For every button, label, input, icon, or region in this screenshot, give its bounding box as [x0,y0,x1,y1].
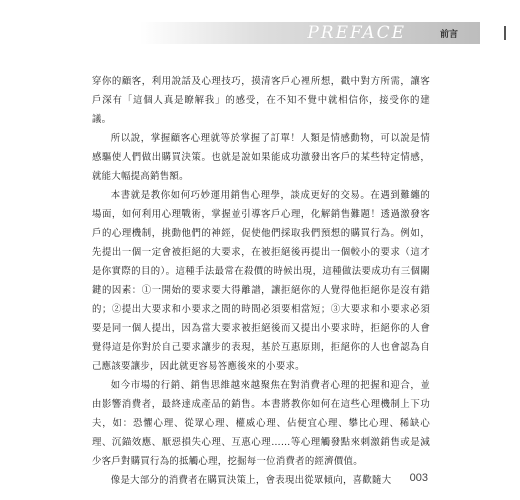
paragraph: 如今市場的行銷、銷售思維越來越聚焦在對消費者心理的把握和迎合，並由影響消費者，最終達成產品的銷售。本書將教你如何在這些心理機制上下功夫，如：恐懼心理、從眾心理、權威心理、佔便宜心理、攀比心理、稀缺心理、沉錨效應、厭惡損失心理、互惠心理……等心理觸發點來刺激銷售或是減少客戶對購買行為的抵觸心理，挖掘每一位消費者的經濟價值。 [92,380,430,467]
body-text [92,72,430,490]
preface-watermark: PREFACE [307,23,406,43]
running-header [140,22,480,44]
paragraph: 本書就是教你如何巧妙運用銷售心理學，談成更好的交易。在遇到難纏的場面，如何利用心理戰術，掌握並引導客戶心理，化解銷售難題！透過激發客戶的心理機制，挑動他們的神經，促使他們採取我們預想的購買行為。例如，先提出一個一定會被拒絕的大要求，在被拒絕後再提出一個較小的要求（這才是你實際的目的）。這種手法最常在殺價的時候出現，這種做法要成功有三個關鍵的因素：①一開始的要求要大得離譜，讓拒絕你的人覺得他拒絕你是沒有錯的；②提出大要求和小要求之間的時間必須要相當短；③大要求和小要求必須要是同一個人提出，因為當大要求被拒絕後而又提出小要求時，拒絕你的人會覺得這是你對於自己要求讓步的表現，基於互惠原則，拒絕你的人也會認為自己應該要讓步，因此就更容易答應後來的小要求。 [92,190,430,372]
paragraph: 所以說，掌握顧客心理就等於掌握了訂單！人類是情感動物，可以說是情感驅使人們做出購買決策。也就是說如果能成功激發出客戶的某些特定情感，就能大幅提高銷售額。 [92,133,430,182]
chapter-label: 前言 [439,30,458,40]
header-edge-mark [504,26,506,40]
page-number: 003 [409,472,428,484]
paragraph: 像是大部分的消費者在購買決策上，會表現出從眾傾向，喜歡隨大 [110,475,392,486]
paragraph-continued: 穿你的顧客，利用說話及心理技巧，摸清客戶心裡所想，戳中對方所需，讓客戶深有「這個人真是瞭解我」的感受，在不知不覺中就相信你，接受你的建議。 [92,76,430,125]
